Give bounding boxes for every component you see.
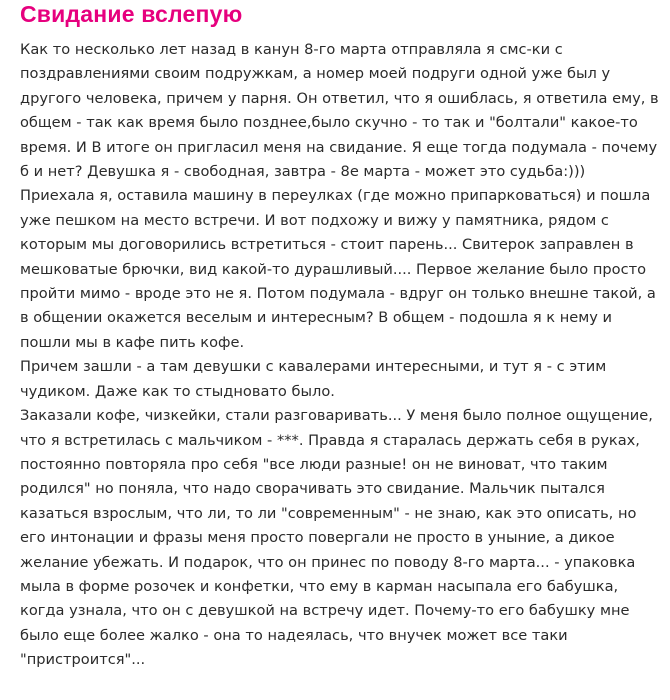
article-title: Свидание вслепую [20, 1, 243, 27]
article-body: Как то несколько лет назад в канун 8-го марта отправляла я смс-ки с поздравлениями своим подружкам, а номер моей подруги одной уже был у другого человека, причем у парня. Он ответил, что я ошиблась, я ответила ему, в общем - так как время было позднее,было скучно - то так и "болтали" какое-то время. И В итоге он пригласил меня на свидание. Я еще тогда подумала - почему б и нет? Девушка я - свободная, завтра - 8е марта - может это судьба:))) Приехала я, оставила машину в переулках (где можно припарковаться) и пошла уже пешком на место встречи. И вот подхожу и вижу у памятника, рядом с которым мы договорились встретиться - стоит парень... Свитерок заправлен в мешковатые брючки, вид какой-то дурашливый.... Первое желание было просто пройти мимо - вроде это не я. Потом подумала - вдруг он только внешне такой, а в общении окажется веселым и интересным? В общем - подошла я к нему и пошли мы в кафе пить кофе. Причем зашли - а там девушки с кавалерами интересными, и тут я - с этим чудиком. Даже как то стыдновато было. Заказали кофе, чизкейки, стали разговаривать... У меня было полное ощущение, что я встретилась с мальчиком - ***. Правда я старалась держать себя в руках, постоянно повторяла про себя "все люди разные! он не виноват, что таким родился" но поняла, что надо сворачивать это свидание. Мальчик пытался казаться взрослым, что ли, то ли "современным" - не знаю, как это описать, но его интонации и фразы меня просто повергали не просто в уныние, а дикое желание убежать. И подарок, что он принес по поводу 8-го марта... - упаковка мыла в форме розочек и конфетки, что ему в карман насыпала его бабушка, когда узнала, что он с девушкой на встречу идет. Почему-то его бабушку мне было еще более жалко - она то надеялась, что внучек может все таки "пристроится"... [20, 41, 659, 669]
